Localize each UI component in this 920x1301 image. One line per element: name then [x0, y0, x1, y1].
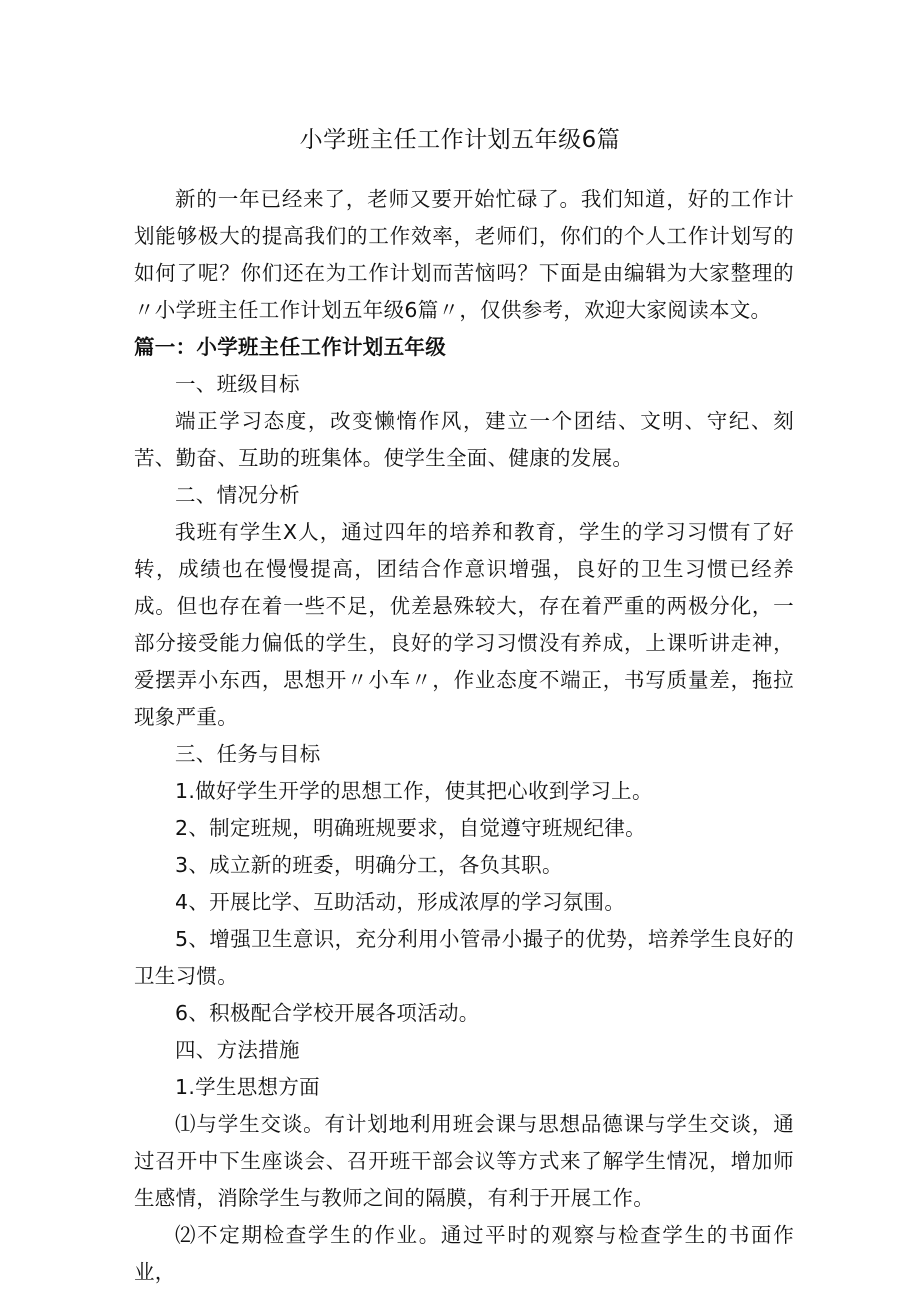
- section-heading: 二、情况分析: [175, 483, 300, 507]
- list-item: 3、成立新的班委，明确分工，各负其职。: [175, 853, 563, 877]
- section-paragraph: ⑴与学生交谈。有计划地利用班会课与思想品德课与学生交谈，通过召开中下生座谈会、召开班干部会议等方式来了解学生情况，增加师生感情，消除学生与教师之间的隔膜，有利于开展工作。: [134, 1112, 794, 1210]
- section-paragraph: ⑵不定期检查学生的作业。通过平时的观察与检查学生的书面作业，: [134, 1223, 794, 1284]
- document-title: 小学班主任工作计划五年级6篇: [299, 127, 621, 153]
- list-item: 5、增强卫生意识，充分利用小管帚小撮子的优势，培养学生良好的卫生习惯。: [134, 927, 794, 988]
- subsection-heading: 1.学生思想方面: [175, 1075, 320, 1099]
- section-heading: 三、任务与目标: [175, 742, 321, 766]
- list-item: 6、积极配合学校开展各项活动。: [175, 1001, 480, 1025]
- section-heading: 四、方法措施: [175, 1038, 300, 1062]
- list-item: 2、制定班规，明确班规要求，自觉遵守班规纪律。: [175, 816, 646, 840]
- chapter-heading: 篇一：小学班主任工作计划五年级: [134, 335, 446, 359]
- section-heading: 一、班级目标: [175, 372, 300, 396]
- section-paragraph: 端正学习态度，改变懒惰作风，建立一个团结、文明、守纪、刻苦、勤奋、互助的班集体。使学生全面、健康的发展。: [134, 409, 794, 470]
- document-body: [134, 181, 794, 1291]
- list-item: 4、开展比学、互助活动，形成浓厚的学习氛围。: [175, 890, 626, 914]
- intro-paragraph: 新的一年已经来了，老师又要开始忙碌了。我们知道，好的工作计划能够极大的提高我们的工作效率，老师们，你们的个人工作计划写的如何了呢？你们还在为工作计划而苦恼吗？下面是由编辑为大家整理的〃小学班主任工作计划五年级6篇〃，仅供参考，欢迎大家阅读本文。: [134, 187, 794, 322]
- list-item: 1.做好学生开学的思想工作，使其把心收到学习上。: [175, 779, 653, 803]
- section-paragraph: 我班有学生X人，通过四年的培养和教育，学生的学习习惯有了好转，成绩也在慢慢提高，团结合作意识增强，良好的卫生习惯已经养成。但也存在着一些不足，优差悬殊较大，存在着严重的两极分化，一部分接受能力偏低的学生，良好的学习习惯没有养成，上课听讲走神，爱摆弄小东西，思想开〃小车〃，作业态度不端正，书写质量差，拖拉现象严重。: [134, 520, 794, 729]
